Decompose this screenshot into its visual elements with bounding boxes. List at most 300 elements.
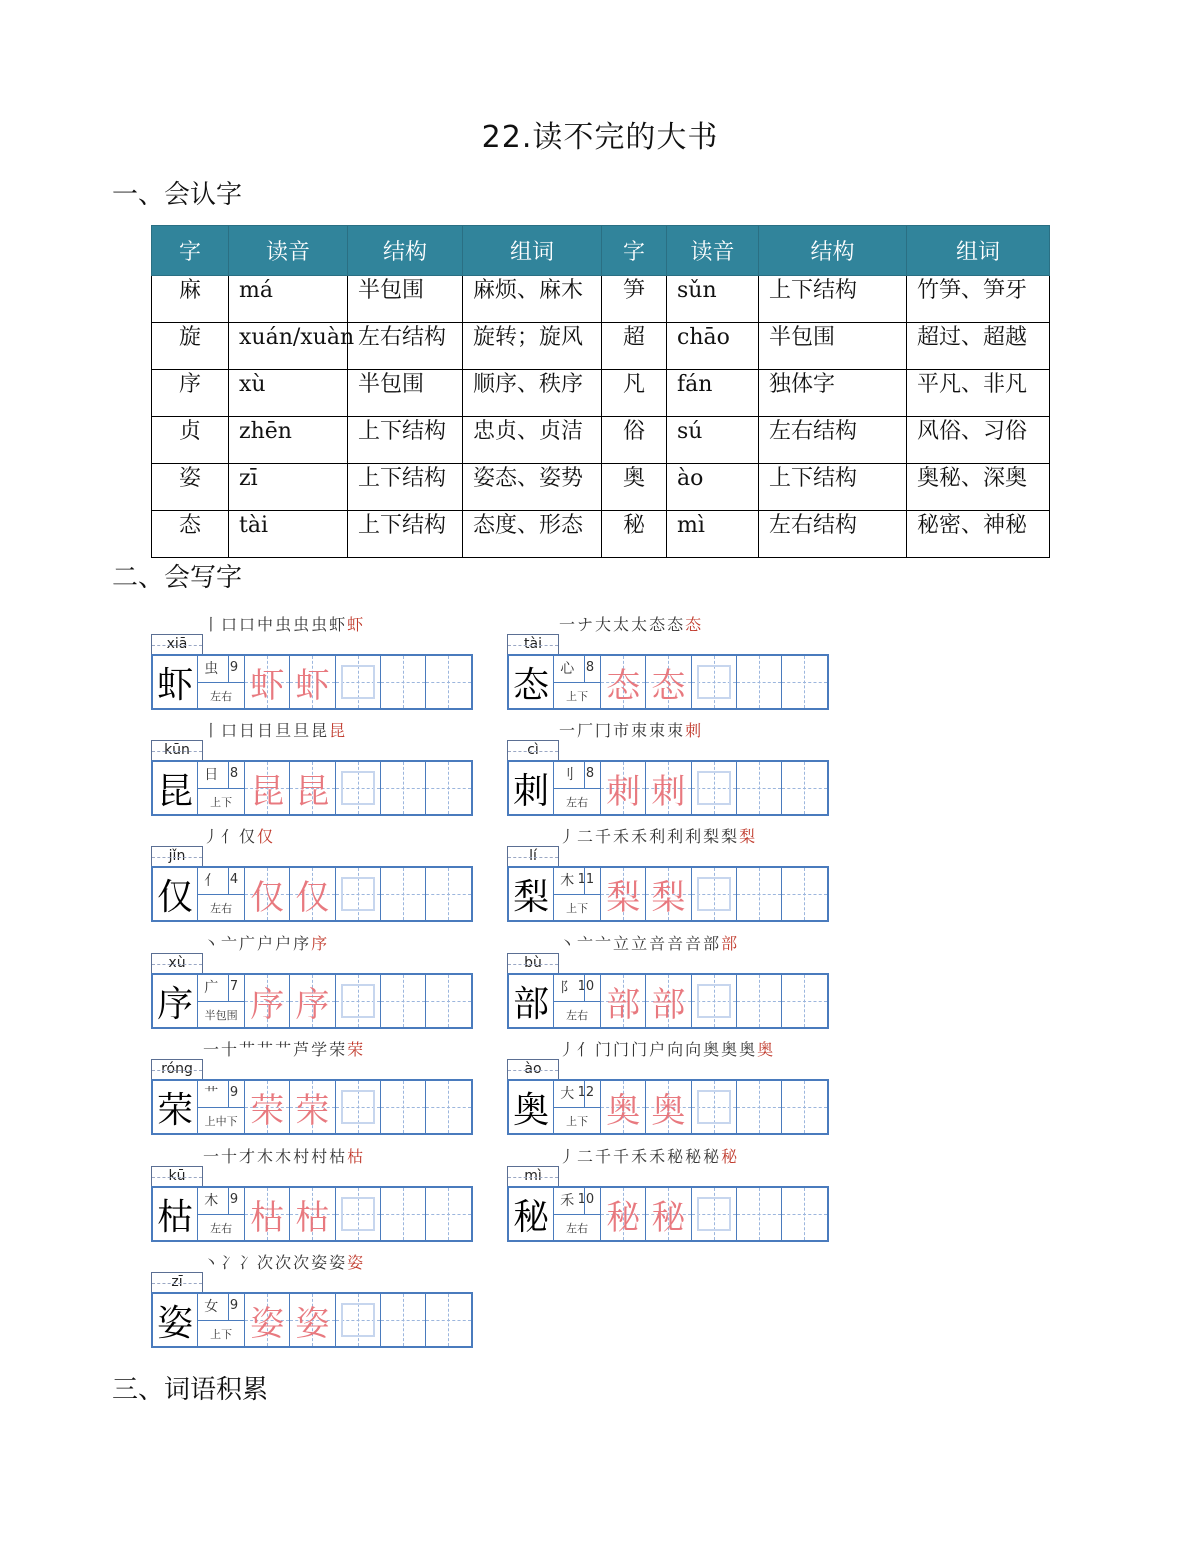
stroke-step: 亠 <box>595 934 614 953</box>
stroke-step: 二 <box>577 1147 596 1166</box>
trace-character: 部 <box>651 984 686 1025</box>
stroke-step: 禾 <box>631 827 650 846</box>
structure-label: 半包围 <box>204 1009 238 1022</box>
stroke-step: 亻 <box>577 1040 596 1059</box>
stroke-step: 日 <box>239 721 258 740</box>
trace-cell <box>601 975 646 1027</box>
stroke-step: 广 <box>239 934 258 953</box>
stroke-step: 秘 <box>721 1147 740 1166</box>
trace-character: 姿 <box>295 1303 330 1344</box>
practice-cell[interactable] <box>737 656 782 708</box>
cell-pinyin: fán <box>667 370 759 417</box>
stroke-order <box>203 718 347 738</box>
practice-cell[interactable] <box>426 1294 471 1346</box>
table-row <box>152 276 1050 323</box>
stroke-step: 咅 <box>649 934 668 953</box>
header-words: 组词 <box>907 226 1050 276</box>
practice-cell[interactable] <box>782 762 827 814</box>
cell-words: 旋转；旋风 <box>463 323 602 370</box>
practice-cell[interactable] <box>336 975 381 1027</box>
character-info <box>554 762 601 814</box>
cell-char: 秘 <box>602 511 667 558</box>
practice-cell[interactable] <box>381 1294 426 1346</box>
stroke-step: 丶 <box>203 934 222 953</box>
structure-label: 左右 <box>566 1222 589 1235</box>
cell-words: 风俗、习俗 <box>907 417 1050 464</box>
stroke-step: 向 <box>667 1040 686 1059</box>
character-info <box>198 656 245 708</box>
trace-character: 奥 <box>651 1090 686 1131</box>
trace-cell <box>646 762 691 814</box>
practice-cell[interactable] <box>336 1081 381 1133</box>
practice-cell[interactable] <box>381 1081 426 1133</box>
radical-label: 亻 <box>204 873 219 889</box>
cell-char: 笋 <box>602 276 667 323</box>
practice-cell[interactable] <box>336 762 381 814</box>
model-character: 仅 <box>153 868 198 920</box>
stroke-count: 11 <box>577 872 595 887</box>
trace-character: 刺 <box>651 771 686 812</box>
stroke-count: 8 <box>585 660 595 675</box>
trace-cell <box>601 868 646 920</box>
practice-box <box>341 984 375 1018</box>
practice-cell[interactable] <box>381 656 426 708</box>
stroke-step: 太 <box>631 615 650 634</box>
practice-box <box>697 665 731 699</box>
table-row <box>152 323 1050 370</box>
writing-grid <box>151 760 473 816</box>
trace-cell <box>601 1081 646 1133</box>
character-info <box>198 762 245 814</box>
stroke-step: 旦 <box>293 721 312 740</box>
trace-cell <box>601 1188 646 1240</box>
stroke-order <box>203 1037 365 1057</box>
cell-pinyin: chāo <box>667 323 759 370</box>
stroke-step: 亻 <box>221 827 240 846</box>
structure-label: 上下 <box>210 1328 233 1341</box>
stroke-step: 丿 <box>559 1147 578 1166</box>
stroke-step: 立 <box>613 934 632 953</box>
model-character: 秘 <box>509 1188 554 1240</box>
header-structure: 结构 <box>759 226 907 276</box>
practice-box <box>341 1303 375 1337</box>
header-char: 字 <box>602 226 667 276</box>
writing-card <box>151 1250 473 1380</box>
table-row <box>152 370 1050 417</box>
practice-cell[interactable] <box>692 868 737 920</box>
practice-cell[interactable] <box>782 1188 827 1240</box>
stroke-step: 秘 <box>667 1147 686 1166</box>
stroke-order <box>203 824 275 844</box>
practice-box <box>341 877 375 911</box>
practice-cell[interactable] <box>692 762 737 814</box>
trace-cell <box>290 1294 335 1346</box>
stroke-step: 梨 <box>739 827 758 846</box>
cell-pinyin: tài <box>229 511 348 558</box>
practice-box <box>697 877 731 911</box>
structure-label: 左右 <box>210 902 233 915</box>
pinyin-label: zī <box>151 1272 203 1292</box>
practice-cell[interactable] <box>381 762 426 814</box>
practice-cell[interactable] <box>782 656 827 708</box>
practice-cell[interactable] <box>782 868 827 920</box>
pinyin-label: jǐn <box>151 846 203 866</box>
trace-cell <box>601 656 646 708</box>
structure-label: 上中下 <box>204 1115 238 1128</box>
character-info <box>198 868 245 920</box>
stroke-step: 枯 <box>347 1147 366 1166</box>
practice-cell[interactable] <box>737 1188 782 1240</box>
radical-label: 心 <box>560 661 575 677</box>
stroke-step: 才 <box>239 1147 258 1166</box>
stroke-step: 姿 <box>347 1253 366 1272</box>
model-character: 虾 <box>153 656 198 708</box>
cell-structure: 左右结构 <box>348 323 463 370</box>
cell-structure: 上下结构 <box>348 511 463 558</box>
stroke-step: 部 <box>721 934 740 953</box>
cell-char: 凡 <box>602 370 667 417</box>
writing-grid <box>151 1079 473 1135</box>
stroke-step: 昆 <box>311 721 330 740</box>
stroke-step: 昆 <box>329 721 348 740</box>
model-character: 态 <box>509 656 554 708</box>
character-info <box>554 1188 601 1240</box>
stroke-step: 一 <box>559 721 578 740</box>
stroke-count: 8 <box>229 766 239 781</box>
practice-cell[interactable] <box>692 1188 737 1240</box>
trace-character: 仅 <box>295 877 330 918</box>
cell-structure: 上下结构 <box>759 464 907 511</box>
practice-cell[interactable] <box>426 762 471 814</box>
practice-box <box>697 1197 731 1231</box>
stroke-step: 禾 <box>631 1147 650 1166</box>
trace-cell <box>290 762 335 814</box>
writing-card <box>507 1144 829 1274</box>
radical-label: 艹 <box>204 1086 219 1102</box>
stroke-step: 丶 <box>203 1253 222 1272</box>
header-char: 字 <box>152 226 229 276</box>
stroke-step: 冫 <box>221 1253 240 1272</box>
cell-char: 麻 <box>152 276 229 323</box>
radical-label: 日 <box>204 767 219 783</box>
cell-words: 平凡、非凡 <box>907 370 1050 417</box>
stroke-order <box>559 1037 775 1057</box>
structure-label: 左右 <box>566 796 589 809</box>
stroke-step: 仅 <box>257 827 276 846</box>
stroke-step: 枯 <box>329 1147 348 1166</box>
practice-cell[interactable] <box>692 975 737 1027</box>
cell-words: 竹笋、笋牙 <box>907 276 1050 323</box>
cell-char: 序 <box>152 370 229 417</box>
stroke-step: 秘 <box>703 1147 722 1166</box>
practice-cell[interactable] <box>426 975 471 1027</box>
practice-box <box>341 665 375 699</box>
trace-character: 序 <box>295 984 330 1025</box>
trace-character: 秘 <box>651 1197 686 1238</box>
character-info <box>198 1188 245 1240</box>
cell-pinyin: sǔn <box>667 276 759 323</box>
stroke-step: 二 <box>577 827 596 846</box>
stroke-step: 市 <box>613 721 632 740</box>
table-header-row <box>152 226 1050 276</box>
trace-cell <box>601 762 646 814</box>
radical-label: 木 <box>560 873 575 889</box>
stroke-step: 学 <box>311 1040 330 1059</box>
stroke-step: 口 <box>239 615 258 634</box>
practice-cell[interactable] <box>426 656 471 708</box>
stroke-step: 向 <box>685 1040 704 1059</box>
practice-box <box>697 771 731 805</box>
writing-grid <box>151 654 473 710</box>
pinyin-label: bù <box>507 953 559 973</box>
trace-character: 秘 <box>606 1197 641 1238</box>
trace-character: 刺 <box>606 771 641 812</box>
stroke-step: 口 <box>221 721 240 740</box>
radical-label: 木 <box>204 1193 219 1209</box>
trace-character: 序 <box>250 984 285 1025</box>
cell-words: 忠贞、贞洁 <box>463 417 602 464</box>
radical-label: 虫 <box>204 661 219 677</box>
practice-cell[interactable] <box>381 975 426 1027</box>
trace-character: 姿 <box>250 1303 285 1344</box>
stroke-step: 刺 <box>685 721 704 740</box>
pinyin-label: lí <box>507 846 559 866</box>
table-row <box>152 511 1050 558</box>
stroke-step: 禾 <box>649 1147 668 1166</box>
practice-box <box>341 1090 375 1124</box>
practice-cell[interactable] <box>336 868 381 920</box>
stroke-count: 10 <box>577 1192 595 1207</box>
structure-label: 上下 <box>566 902 589 915</box>
stroke-step: 荣 <box>329 1040 348 1059</box>
pinyin-label: kū <box>151 1166 203 1186</box>
cell-pinyin: xuán/xuàn <box>229 323 348 370</box>
trace-cell <box>290 1188 335 1240</box>
structure-label: 上下 <box>566 1115 589 1128</box>
section-heading-vocab: 三、词语积累 <box>112 1375 269 1405</box>
model-character: 奥 <box>509 1081 554 1133</box>
cell-char: 奥 <box>602 464 667 511</box>
trace-character: 荣 <box>295 1090 330 1131</box>
stroke-step: 丿 <box>203 827 222 846</box>
practice-cell[interactable] <box>336 1294 381 1346</box>
stroke-step: 利 <box>667 827 686 846</box>
cell-char: 姿 <box>152 464 229 511</box>
stroke-order <box>559 824 757 844</box>
section-heading-recognize: 一、会认字 <box>112 180 243 210</box>
stroke-step: 禾 <box>613 827 632 846</box>
stroke-step: 户 <box>257 934 276 953</box>
trace-character: 奥 <box>606 1090 641 1131</box>
cell-words: 态度、形态 <box>463 511 602 558</box>
radical-label: 广 <box>204 980 219 996</box>
writing-grid <box>507 654 829 710</box>
trace-character: 梨 <box>651 877 686 918</box>
stroke-step: 姿 <box>329 1253 348 1272</box>
practice-box <box>697 984 731 1018</box>
writing-grid <box>507 973 829 1029</box>
cell-words: 秘密、神秘 <box>907 511 1050 558</box>
stroke-step: 大 <box>595 615 614 634</box>
stroke-order <box>559 931 739 951</box>
character-info <box>554 1081 601 1133</box>
model-character: 枯 <box>153 1188 198 1240</box>
character-info <box>554 975 601 1027</box>
stroke-step: 虾 <box>347 615 366 634</box>
stroke-count: 9 <box>229 660 239 675</box>
cell-structure: 半包围 <box>348 370 463 417</box>
stroke-step: 虫 <box>311 615 330 634</box>
practice-box <box>341 771 375 805</box>
cell-structure: 半包围 <box>348 276 463 323</box>
trace-cell <box>290 656 335 708</box>
cell-pinyin: má <box>229 276 348 323</box>
trace-character: 仅 <box>250 877 285 918</box>
stroke-step: 利 <box>685 827 704 846</box>
practice-cell[interactable] <box>737 762 782 814</box>
trace-cell <box>290 868 335 920</box>
pinyin-label: cì <box>507 740 559 760</box>
stroke-order <box>203 1250 365 1270</box>
stroke-step: 荣 <box>347 1040 366 1059</box>
stroke-step: 仅 <box>239 827 258 846</box>
cell-char: 贞 <box>152 417 229 464</box>
page-title: 22.读不完的大书 <box>481 120 719 155</box>
character-info <box>198 1081 245 1133</box>
stroke-step: 朿 <box>631 721 650 740</box>
stroke-order <box>203 1144 365 1164</box>
practice-box <box>341 1197 375 1231</box>
cell-char: 态 <box>152 511 229 558</box>
stroke-step: 门 <box>631 1040 650 1059</box>
stroke-step: 奥 <box>721 1040 740 1059</box>
stroke-step: 冂 <box>595 721 614 740</box>
stroke-order <box>559 1144 739 1164</box>
stroke-step: 亠 <box>577 934 596 953</box>
writing-grid <box>507 760 829 816</box>
writing-grid <box>507 866 829 922</box>
stroke-count: 9 <box>229 1085 239 1100</box>
practice-cell[interactable] <box>782 1081 827 1133</box>
practice-cell[interactable] <box>381 1188 426 1240</box>
cell-pinyin: zī <box>229 464 348 511</box>
trace-character: 态 <box>651 665 686 706</box>
cell-structure: 独体字 <box>759 370 907 417</box>
model-character: 序 <box>153 975 198 1027</box>
structure-label: 上下 <box>566 690 589 703</box>
model-character: 昆 <box>153 762 198 814</box>
practice-cell[interactable] <box>737 975 782 1027</box>
stroke-step: 艹 <box>275 1040 294 1059</box>
practice-cell[interactable] <box>426 868 471 920</box>
model-character: 荣 <box>153 1081 198 1133</box>
stroke-step: 奥 <box>757 1040 776 1059</box>
stroke-step: 日 <box>257 721 276 740</box>
practice-cell[interactable] <box>381 868 426 920</box>
structure-label: 左右 <box>210 1222 233 1235</box>
character-info <box>554 656 601 708</box>
trace-character: 昆 <box>295 771 330 812</box>
practice-cell[interactable] <box>336 656 381 708</box>
stroke-step: 梨 <box>703 827 722 846</box>
stroke-step: 序 <box>293 934 312 953</box>
writing-grid <box>507 1186 829 1242</box>
stroke-step: 秘 <box>685 1147 704 1166</box>
pinyin-label: xiā <box>151 634 203 654</box>
cell-char: 超 <box>602 323 667 370</box>
stroke-step: 村 <box>293 1147 312 1166</box>
stroke-step: 千 <box>595 1147 614 1166</box>
table-row <box>152 417 1050 464</box>
writing-grid <box>507 1079 829 1135</box>
stroke-step: 门 <box>595 1040 614 1059</box>
stroke-step: 亠 <box>221 934 240 953</box>
model-character: 梨 <box>509 868 554 920</box>
stroke-step: 一 <box>203 1040 222 1059</box>
practice-cell[interactable] <box>426 1081 471 1133</box>
stroke-step: 户 <box>275 934 294 953</box>
cell-structure: 左右结构 <box>759 417 907 464</box>
header-pinyin: 读音 <box>667 226 759 276</box>
trace-cell <box>245 1294 290 1346</box>
trace-cell <box>646 975 691 1027</box>
trace-cell <box>245 975 290 1027</box>
stroke-step: 太 <box>613 615 632 634</box>
cell-char: 旋 <box>152 323 229 370</box>
practice-box <box>697 1090 731 1124</box>
stroke-step: 厂 <box>577 721 596 740</box>
stroke-step: 一 <box>559 615 578 634</box>
trace-cell <box>290 1081 335 1133</box>
practice-cell[interactable] <box>782 975 827 1027</box>
stroke-order <box>203 612 365 632</box>
writing-grid <box>151 1292 473 1348</box>
practice-cell[interactable] <box>737 1081 782 1133</box>
writing-grid <box>151 866 473 922</box>
practice-cell[interactable] <box>426 1188 471 1240</box>
radical-label: 阝 <box>560 980 575 996</box>
writing-grid <box>151 973 473 1029</box>
cell-structure: 上下结构 <box>759 276 907 323</box>
trace-character: 昆 <box>250 771 285 812</box>
stroke-step: 虾 <box>329 615 348 634</box>
trace-character: 枯 <box>295 1197 330 1238</box>
cell-words: 麻烦、麻木 <box>463 276 602 323</box>
stroke-step: 户 <box>649 1040 668 1059</box>
cell-words: 奥秘、深奥 <box>907 464 1050 511</box>
cell-words: 顺序、秩序 <box>463 370 602 417</box>
structure-label: 左右 <box>210 690 233 703</box>
stroke-step: 奥 <box>739 1040 758 1059</box>
model-character: 部 <box>509 975 554 1027</box>
stroke-step: 姿 <box>311 1253 330 1272</box>
structure-label: 上下 <box>210 796 233 809</box>
radical-label: 禾 <box>560 1193 575 1209</box>
practice-cell[interactable] <box>336 1188 381 1240</box>
stroke-count: 7 <box>229 979 239 994</box>
stroke-order <box>203 931 329 951</box>
pinyin-label: kūn <box>151 740 203 760</box>
stroke-step: 门 <box>613 1040 632 1059</box>
trace-cell <box>245 1188 290 1240</box>
practice-cell[interactable] <box>692 1081 737 1133</box>
stroke-step: 虫 <box>275 615 294 634</box>
practice-cell[interactable] <box>692 656 737 708</box>
trace-character: 荣 <box>250 1090 285 1131</box>
practice-cell[interactable] <box>737 868 782 920</box>
trace-cell <box>646 1188 691 1240</box>
cell-pinyin: mì <box>667 511 759 558</box>
